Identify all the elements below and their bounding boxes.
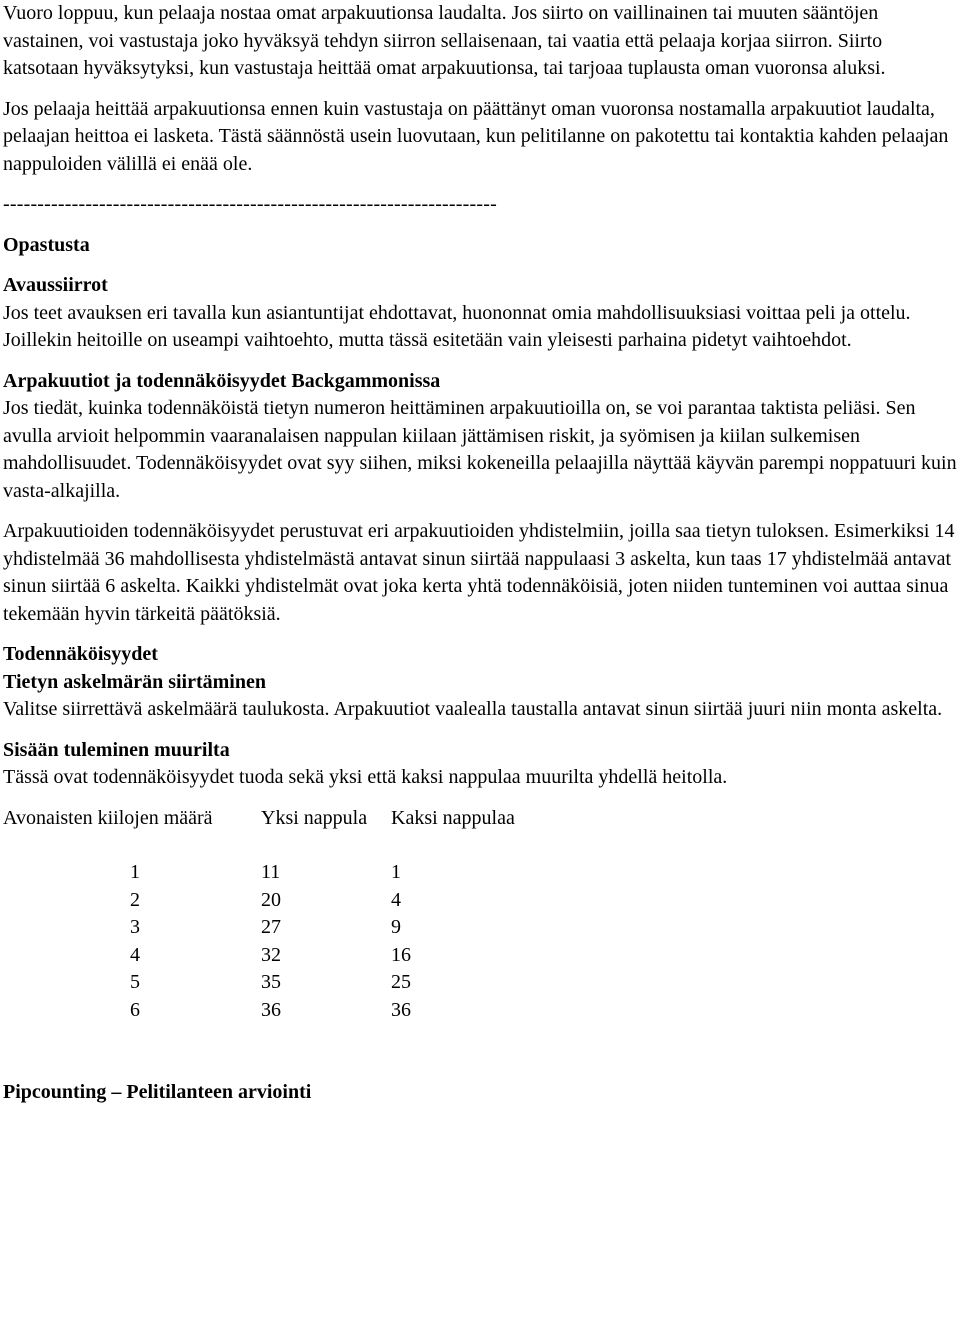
table-row xyxy=(3,942,591,970)
table-header-two-checkers: Kaksi nappulaa xyxy=(391,806,515,829)
spacer xyxy=(3,355,958,368)
table-header-row xyxy=(3,805,591,833)
spacer xyxy=(3,628,958,641)
spacer xyxy=(3,178,958,191)
table-row xyxy=(3,914,591,942)
table-cell: 5 xyxy=(130,971,140,993)
table-cell: 25 xyxy=(391,971,411,993)
table-cell: 4 xyxy=(391,888,401,911)
table-cell: 36 xyxy=(261,998,281,1021)
muuri-text: Tässä ovat todennäköisyydet tuoda sekä yksi että kaksi nappulaa muurilta yhdellä heitolla. xyxy=(3,766,728,788)
todennakoisyydet-text: Valitse siirrettävä askelmäärä taulukosta. Arpakuutiot vaalealla taustalla antavat sinun siirtää juuri niin monta askelta. xyxy=(3,698,943,720)
table-cell: 1 xyxy=(130,861,140,883)
section-title-opastusta: Opastusta xyxy=(3,233,90,256)
table-cell: 20 xyxy=(261,888,281,911)
heading-sisaan-tuleminen-muurilta: Sisään tuleminen muurilta xyxy=(3,738,230,761)
arpakuutiot-paragraph-1: Jos tiedät, kuinka todennäköistä tietyn numeron heittäminen arpakuutioilla on, se voi parantaa taktista peliäsi. Sen avulla arvioit helpommin vaaranalaisen nappulan kiilaan jättämisen riskit, ja syömisen ja kiilan sulkemisen mahdollisuudet. Todennäköisyydet ovat syy siihen, miksi kokeneilla pelaajilla näyttää käyvän parempi noppatuuri kuin vasta-alkajilla. xyxy=(3,397,957,502)
subheading-askelmaaran-siirtaminen: Tietyn askelmärän siirtäminen xyxy=(3,670,266,693)
table-row xyxy=(3,859,591,887)
probability-table xyxy=(3,805,591,1025)
spacer xyxy=(3,259,958,272)
document-page xyxy=(3,0,958,1107)
heading-todennakoisyydet: Todennäköisyydet xyxy=(3,643,158,665)
table-header-open-points: Avonaisten kiilojen määrä xyxy=(3,806,213,829)
table-row xyxy=(3,969,591,997)
table-cell: 32 xyxy=(261,943,281,966)
table-cell: 4 xyxy=(130,943,140,966)
spacer xyxy=(3,219,958,232)
heading-arpakuutiot: Arpakuutiot ja todennäköisyydet Backgammonissa xyxy=(3,369,441,392)
spacer xyxy=(3,83,958,96)
spacer xyxy=(3,1024,958,1079)
spacer xyxy=(3,792,958,805)
avaussiirrot-text: Jos teet avauksen eri tavalla kun asiantuntijat ehdottavat, huononnat omia mahdollisuuksiasi voittaa peli ja ottelu. Joillekin heitoille on useampi vaihtoehto, mutta tässä esitetään vain yleisesti parhaina pidetyt vaihtoehdot. xyxy=(3,301,911,351)
table-cell: 1 xyxy=(391,861,401,883)
table-cell: 36 xyxy=(391,998,411,1021)
table-spacer-row xyxy=(3,832,591,859)
section-divider: ------------------------------------------------------------------------ xyxy=(3,193,497,215)
spacer xyxy=(3,724,958,737)
table-row xyxy=(3,997,591,1025)
table-cell: 2 xyxy=(130,888,140,911)
spacer xyxy=(3,505,958,518)
table-cell: 9 xyxy=(391,916,401,938)
heading-pipcounting: Pipcounting – Pelitilanteen arviointi xyxy=(3,1081,312,1103)
table-cell: 16 xyxy=(391,943,411,966)
arpakuutiot-paragraph-2: Arpakuutioiden todennäköisyydet perustuvat eri arpakuutioiden yhdistelmiin, joilla saa tietyn tuloksen. Esimerkiksi 14 yhdistelmää 36 mahdollisesta yhdistelmästä antavat sinun siirtää nappulaasi 3 askelta, kun taas 17 yhdistelmää antavat sinun siirtää 6 askelta. Kaikki yhdistelmät ovat joka kerta yhtä todennäköisiä, joten niiden tunteminen voi auttaa sinua tekemään hyvin tärkeitä päätöksiä. xyxy=(3,520,955,625)
table-cell: 35 xyxy=(261,971,281,993)
intro-paragraph-2: Jos pelaaja heittää arpakuutionsa ennen kuin vastustaja on päättänyt oman vuoronsa nostamalla arpakuutiot laudalta, pelaajan heittoa ei lasketa. Tästä säännöstä usein luovutaan, kun pelitilanne on pakotettu tai kontaktia kahden pelaajan nappuloiden välillä ei enää ole. xyxy=(3,97,949,175)
table-cell: 27 xyxy=(261,916,281,938)
table-cell: 3 xyxy=(130,916,140,938)
heading-avaussiirrot: Avaussiirrot xyxy=(3,274,108,296)
intro-paragraph-1: Vuoro loppuu, kun pelaaja nostaa omat arpakuutionsa laudalta. Jos siirto on vaillinainen tai muuten sääntöjen vastainen, voi vastustaja joko hyväksyä tehdyn siirron sellaisenaan, tai vaatia että pelaaja korjaa siirron. Siirto katsotaan hyväksytyksi, kun vastustaja heittää omat arpakuutionsa, tai tarjoaa tuplausta oman vuoronsa aluksi. xyxy=(3,2,886,79)
table-cell: 11 xyxy=(261,861,281,883)
table-header-one-checker: Yksi nappula xyxy=(261,806,368,829)
table-cell: 6 xyxy=(130,998,140,1021)
table-row xyxy=(3,887,591,915)
